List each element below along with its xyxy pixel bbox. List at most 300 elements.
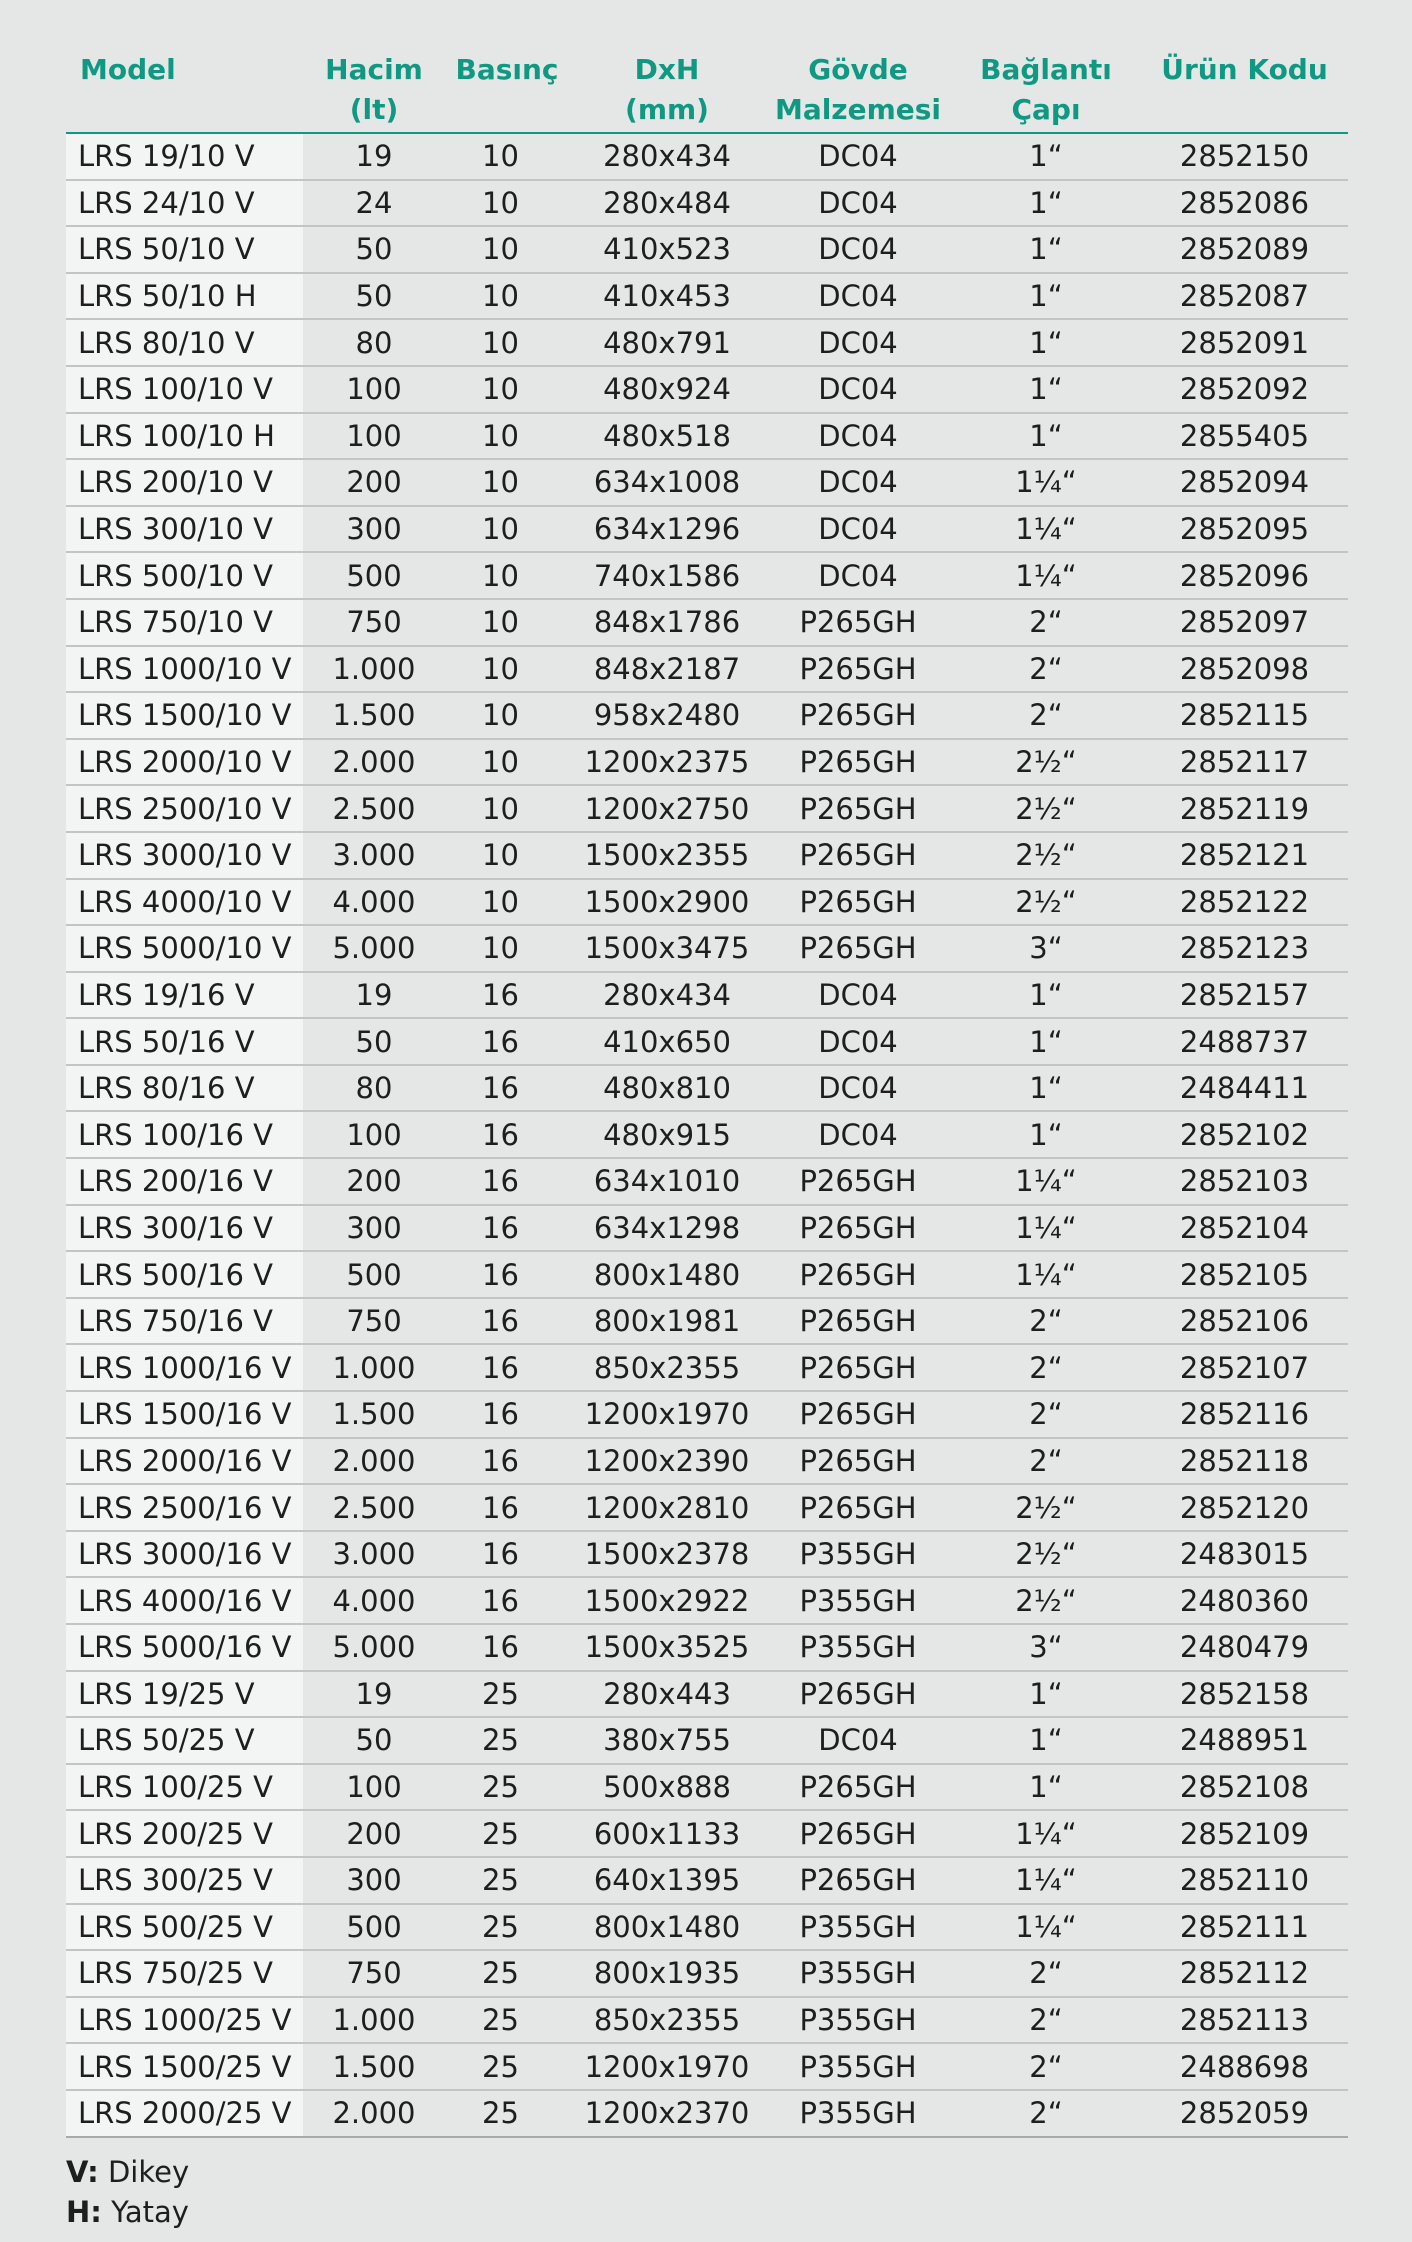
table-row — [66, 1344, 1348, 1391]
cell-basinc: 16 — [445, 1531, 569, 1578]
cell-dxh: 800x1981 — [569, 1298, 765, 1345]
cell-urun-kodu: 2852102 — [1141, 1111, 1348, 1158]
cell-model: LRS 1500/25 V — [66, 2043, 303, 2090]
cell-urun-kodu: 2852113 — [1141, 1997, 1348, 2044]
cell-basinc: 16 — [445, 1018, 569, 1065]
cell-govde: P265GH — [765, 1810, 951, 1857]
cell-urun-kodu: 2852104 — [1141, 1205, 1348, 1252]
table-row — [66, 646, 1348, 693]
cell-baglanti: 1“ — [951, 226, 1141, 273]
cell-model: LRS 2000/10 V — [66, 739, 303, 786]
cell-baglanti: 1¼“ — [951, 1810, 1141, 1857]
cell-basinc: 16 — [445, 1111, 569, 1158]
cell-urun-kodu: 2852111 — [1141, 1904, 1348, 1951]
cell-model: LRS 200/25 V — [66, 1810, 303, 1857]
cell-model: LRS 100/10 H — [66, 413, 303, 460]
cell-baglanti: 2½“ — [951, 1531, 1141, 1578]
cell-govde: P265GH — [765, 1764, 951, 1811]
cell-dxh: 850x2355 — [569, 1344, 765, 1391]
cell-model: LRS 300/16 V — [66, 1205, 303, 1252]
cell-govde: P265GH — [765, 646, 951, 693]
cell-basinc: 25 — [445, 1997, 569, 2044]
cell-model: LRS 24/10 V — [66, 180, 303, 227]
table-row — [66, 459, 1348, 506]
table-row — [66, 2090, 1348, 2137]
cell-basinc: 10 — [445, 506, 569, 553]
cell-model: LRS 50/25 V — [66, 1717, 303, 1764]
cell-dxh: 1500x2378 — [569, 1531, 765, 1578]
cell-govde: DC04 — [765, 972, 951, 1019]
cell-model: LRS 80/16 V — [66, 1065, 303, 1112]
table-row — [66, 925, 1348, 972]
cell-urun-kodu: 2488951 — [1141, 1717, 1348, 1764]
cell-hacim: 50 — [303, 1717, 445, 1764]
table-row — [66, 832, 1348, 879]
cell-basinc: 25 — [445, 1764, 569, 1811]
cell-hacim: 100 — [303, 1111, 445, 1158]
cell-govde: DC04 — [765, 506, 951, 553]
cell-hacim: 1.000 — [303, 646, 445, 693]
cell-urun-kodu: 2852095 — [1141, 506, 1348, 553]
cell-hacim: 1.500 — [303, 2043, 445, 2090]
cell-basinc: 10 — [445, 739, 569, 786]
cell-urun-kodu: 2488737 — [1141, 1018, 1348, 1065]
cell-baglanti: 1¼“ — [951, 1904, 1141, 1951]
cell-model: LRS 3000/16 V — [66, 1531, 303, 1578]
cell-baglanti: 1“ — [951, 133, 1141, 180]
table-row — [66, 1950, 1348, 1997]
cell-model: LRS 3000/10 V — [66, 832, 303, 879]
table-row — [66, 1997, 1348, 2044]
header-row — [66, 46, 1348, 133]
cell-urun-kodu: 2852059 — [1141, 2090, 1348, 2137]
cell-urun-kodu: 2852098 — [1141, 646, 1348, 693]
cell-govde: DC04 — [765, 459, 951, 506]
table-body — [66, 133, 1348, 2137]
cell-govde: P355GH — [765, 1531, 951, 1578]
cell-hacim: 200 — [303, 1810, 445, 1857]
cell-baglanti: 2½“ — [951, 879, 1141, 926]
header-urun-kodu — [1141, 46, 1348, 133]
header-basinc — [445, 46, 569, 133]
legend — [66, 2152, 189, 2232]
cell-basinc: 10 — [445, 832, 569, 879]
table-row — [66, 1018, 1348, 1065]
cell-dxh: 848x2187 — [569, 646, 765, 693]
cell-baglanti: 1¼“ — [951, 1857, 1141, 1904]
cell-govde: P355GH — [765, 1904, 951, 1951]
header-hacim-unit: (lt) — [349, 93, 399, 126]
cell-govde: P355GH — [765, 1624, 951, 1671]
cell-model: LRS 750/16 V — [66, 1298, 303, 1345]
cell-basinc: 25 — [445, 1950, 569, 1997]
cell-model: LRS 1500/10 V — [66, 692, 303, 739]
cell-basinc: 25 — [445, 2090, 569, 2137]
table-row — [66, 1904, 1348, 1951]
cell-basinc: 10 — [445, 366, 569, 413]
legend-label: Yatay — [111, 2195, 189, 2229]
cell-dxh: 848x1786 — [569, 599, 765, 646]
cell-baglanti: 2½“ — [951, 739, 1141, 786]
cell-basinc: 16 — [445, 1484, 569, 1531]
table-row — [66, 413, 1348, 460]
cell-urun-kodu: 2852089 — [1141, 226, 1348, 273]
cell-dxh: 1200x2810 — [569, 1484, 765, 1531]
table-row — [66, 1065, 1348, 1112]
cell-basinc: 16 — [445, 1577, 569, 1624]
cell-hacim: 80 — [303, 319, 445, 366]
cell-urun-kodu: 2852150 — [1141, 133, 1348, 180]
table-row — [66, 2043, 1348, 2090]
cell-hacim: 100 — [303, 366, 445, 413]
cell-basinc: 10 — [445, 273, 569, 320]
header-baglanti-line2: Çapı — [1011, 93, 1081, 126]
table-row — [66, 366, 1348, 413]
cell-baglanti: 1¼“ — [951, 1158, 1141, 1205]
cell-hacim: 2.000 — [303, 1438, 445, 1485]
cell-model: LRS 4000/10 V — [66, 879, 303, 926]
cell-basinc: 10 — [445, 925, 569, 972]
cell-urun-kodu: 2855405 — [1141, 413, 1348, 460]
cell-urun-kodu: 2852157 — [1141, 972, 1348, 1019]
cell-basinc: 10 — [445, 692, 569, 739]
cell-basinc: 16 — [445, 1065, 569, 1112]
cell-dxh: 500x888 — [569, 1764, 765, 1811]
table-row — [66, 319, 1348, 366]
cell-govde: P265GH — [765, 1251, 951, 1298]
header-hacim — [303, 46, 445, 133]
cell-dxh: 850x2355 — [569, 1997, 765, 2044]
cell-govde: P265GH — [765, 1671, 951, 1718]
cell-hacim: 750 — [303, 599, 445, 646]
cell-basinc: 16 — [445, 1158, 569, 1205]
cell-hacim: 200 — [303, 459, 445, 506]
cell-govde: DC04 — [765, 552, 951, 599]
cell-hacim: 1.500 — [303, 1391, 445, 1438]
cell-model: LRS 2000/25 V — [66, 2090, 303, 2137]
cell-baglanti: 1“ — [951, 1111, 1141, 1158]
cell-hacim: 19 — [303, 133, 445, 180]
cell-model: LRS 100/10 V — [66, 366, 303, 413]
cell-basinc: 16 — [445, 1298, 569, 1345]
cell-hacim: 2.500 — [303, 785, 445, 832]
cell-basinc: 25 — [445, 1857, 569, 1904]
cell-baglanti: 2“ — [951, 1298, 1141, 1345]
table-row — [66, 273, 1348, 320]
cell-model: LRS 50/16 V — [66, 1018, 303, 1065]
cell-hacim: 500 — [303, 1251, 445, 1298]
cell-hacim: 50 — [303, 226, 445, 273]
cell-model: LRS 1500/16 V — [66, 1391, 303, 1438]
cell-govde: P265GH — [765, 1158, 951, 1205]
table-row — [66, 1158, 1348, 1205]
cell-urun-kodu: 2852106 — [1141, 1298, 1348, 1345]
cell-baglanti: 1¼“ — [951, 459, 1141, 506]
cell-model: LRS 200/16 V — [66, 1158, 303, 1205]
cell-hacim: 300 — [303, 1857, 445, 1904]
cell-baglanti: 2“ — [951, 1438, 1141, 1485]
table-row — [66, 1298, 1348, 1345]
cell-baglanti: 2“ — [951, 1391, 1141, 1438]
cell-baglanti: 1“ — [951, 413, 1141, 460]
cell-baglanti: 1“ — [951, 1065, 1141, 1112]
table-row — [66, 739, 1348, 786]
header-model-line: Model — [80, 53, 176, 86]
cell-hacim: 500 — [303, 1904, 445, 1951]
cell-govde: P265GH — [765, 1298, 951, 1345]
cell-baglanti: 2“ — [951, 1344, 1141, 1391]
cell-baglanti: 1“ — [951, 972, 1141, 1019]
cell-basinc: 10 — [445, 413, 569, 460]
table-row — [66, 1857, 1348, 1904]
cell-baglanti: 2½“ — [951, 1484, 1141, 1531]
cell-basinc: 10 — [445, 319, 569, 366]
cell-dxh: 380x755 — [569, 1717, 765, 1764]
cell-model: LRS 80/10 V — [66, 319, 303, 366]
cell-dxh: 958x2480 — [569, 692, 765, 739]
table-row — [66, 692, 1348, 739]
table-row — [66, 879, 1348, 926]
cell-urun-kodu: 2852103 — [1141, 1158, 1348, 1205]
cell-basinc: 10 — [445, 180, 569, 227]
cell-govde: P355GH — [765, 1997, 951, 2044]
cell-govde: P265GH — [765, 1344, 951, 1391]
cell-govde: DC04 — [765, 1018, 951, 1065]
cell-model: LRS 750/25 V — [66, 1950, 303, 1997]
cell-govde: DC04 — [765, 273, 951, 320]
cell-model: LRS 50/10 H — [66, 273, 303, 320]
cell-basinc: 10 — [445, 646, 569, 693]
cell-model: LRS 2000/16 V — [66, 1438, 303, 1485]
cell-basinc: 16 — [445, 1624, 569, 1671]
cell-model: LRS 500/16 V — [66, 1251, 303, 1298]
cell-dxh: 640x1395 — [569, 1857, 765, 1904]
cell-govde: P355GH — [765, 1950, 951, 1997]
cell-dxh: 1200x2370 — [569, 2090, 765, 2137]
spec-table — [66, 46, 1348, 2138]
cell-baglanti: 2“ — [951, 2043, 1141, 2090]
cell-urun-kodu: 2852116 — [1141, 1391, 1348, 1438]
cell-dxh: 1200x1970 — [569, 1391, 765, 1438]
cell-hacim: 4.000 — [303, 1577, 445, 1624]
cell-basinc: 10 — [445, 459, 569, 506]
cell-baglanti: 2½“ — [951, 785, 1141, 832]
cell-govde: P265GH — [765, 1857, 951, 1904]
cell-model: LRS 2500/16 V — [66, 1484, 303, 1531]
table-row — [66, 1764, 1348, 1811]
cell-urun-kodu: 2852117 — [1141, 739, 1348, 786]
cell-dxh: 1200x1970 — [569, 2043, 765, 2090]
cell-dxh: 1200x2390 — [569, 1438, 765, 1485]
cell-govde: P355GH — [765, 2090, 951, 2137]
header-dxh-unit: (mm) — [625, 93, 709, 126]
cell-baglanti: 1¼“ — [951, 1205, 1141, 1252]
cell-urun-kodu: 2852107 — [1141, 1344, 1348, 1391]
cell-govde: DC04 — [765, 366, 951, 413]
cell-dxh: 280x434 — [569, 133, 765, 180]
cell-dxh: 634x1298 — [569, 1205, 765, 1252]
cell-govde: DC04 — [765, 1717, 951, 1764]
table-row — [66, 133, 1348, 180]
cell-urun-kodu: 2852110 — [1141, 1857, 1348, 1904]
cell-basinc: 16 — [445, 1438, 569, 1485]
table-row — [66, 599, 1348, 646]
table-row — [66, 180, 1348, 227]
legend-key: V: — [66, 2155, 99, 2189]
table-row — [66, 972, 1348, 1019]
table-row — [66, 1438, 1348, 1485]
cell-baglanti: 1“ — [951, 180, 1141, 227]
cell-model: LRS 50/10 V — [66, 226, 303, 273]
cell-dxh: 280x434 — [569, 972, 765, 1019]
header-model — [66, 46, 303, 133]
cell-hacim: 5.000 — [303, 925, 445, 972]
header-govde-line2: Malzemesi — [774, 93, 942, 126]
cell-govde: P355GH — [765, 2043, 951, 2090]
cell-basinc: 25 — [445, 1671, 569, 1718]
cell-baglanti: 1“ — [951, 366, 1141, 413]
cell-basinc: 25 — [445, 1717, 569, 1764]
cell-hacim: 19 — [303, 1671, 445, 1718]
cell-urun-kodu: 2484411 — [1141, 1065, 1348, 1112]
header-dxh — [569, 46, 765, 133]
cell-urun-kodu: 2852122 — [1141, 879, 1348, 926]
cell-basinc: 10 — [445, 879, 569, 926]
cell-basinc: 10 — [445, 552, 569, 599]
table-row — [66, 1205, 1348, 1252]
cell-dxh: 634x1008 — [569, 459, 765, 506]
header-urun-kodu-line: Ürün Kodu — [1161, 53, 1328, 86]
table-row — [66, 226, 1348, 273]
cell-dxh: 280x443 — [569, 1671, 765, 1718]
cell-govde: P265GH — [765, 1438, 951, 1485]
header-hacim-line: Hacim — [325, 53, 423, 86]
cell-model: LRS 19/16 V — [66, 972, 303, 1019]
table-row — [66, 1671, 1348, 1718]
cell-hacim: 3.000 — [303, 832, 445, 879]
cell-model: LRS 2500/10 V — [66, 785, 303, 832]
cell-baglanti: 1“ — [951, 1671, 1141, 1718]
cell-urun-kodu: 2852097 — [1141, 599, 1348, 646]
cell-urun-kodu: 2488698 — [1141, 2043, 1348, 2090]
cell-hacim: 500 — [303, 552, 445, 599]
cell-basinc: 10 — [445, 785, 569, 832]
cell-baglanti: 1“ — [951, 319, 1141, 366]
cell-urun-kodu: 2852115 — [1141, 692, 1348, 739]
cell-hacim: 2.000 — [303, 739, 445, 786]
cell-baglanti: 2“ — [951, 646, 1141, 693]
cell-hacim: 1.000 — [303, 1344, 445, 1391]
cell-dxh: 480x791 — [569, 319, 765, 366]
cell-hacim: 1.000 — [303, 1997, 445, 2044]
cell-hacim: 3.000 — [303, 1531, 445, 1578]
cell-hacim: 80 — [303, 1065, 445, 1112]
cell-dxh: 280x484 — [569, 180, 765, 227]
header-govde — [765, 46, 951, 133]
header-govde-line: Gövde — [808, 53, 908, 86]
cell-model: LRS 5000/16 V — [66, 1624, 303, 1671]
cell-basinc: 16 — [445, 1391, 569, 1438]
cell-hacim: 19 — [303, 972, 445, 1019]
cell-model: LRS 1000/25 V — [66, 1997, 303, 2044]
cell-urun-kodu: 2852118 — [1141, 1438, 1348, 1485]
cell-urun-kodu: 2852096 — [1141, 552, 1348, 599]
cell-dxh: 800x1480 — [569, 1904, 765, 1951]
header-dxh-line: DxH — [634, 53, 700, 86]
table-row — [66, 1251, 1348, 1298]
table-header — [66, 46, 1348, 133]
cell-baglanti: 1¼“ — [951, 552, 1141, 599]
table-row — [66, 552, 1348, 599]
cell-model: LRS 5000/10 V — [66, 925, 303, 972]
cell-baglanti: 1“ — [951, 1018, 1141, 1065]
table-row — [66, 506, 1348, 553]
table-row — [66, 1484, 1348, 1531]
cell-basinc: 16 — [445, 1344, 569, 1391]
cell-baglanti: 2“ — [951, 1997, 1141, 2044]
cell-govde: P265GH — [765, 925, 951, 972]
cell-urun-kodu: 2852120 — [1141, 1484, 1348, 1531]
cell-hacim: 1.500 — [303, 692, 445, 739]
cell-hacim: 2.000 — [303, 2090, 445, 2137]
cell-hacim: 100 — [303, 413, 445, 460]
table-row — [66, 1391, 1348, 1438]
cell-dxh: 410x523 — [569, 226, 765, 273]
cell-govde: P265GH — [765, 739, 951, 786]
legend-item-horizontal — [66, 2192, 189, 2232]
cell-baglanti: 3“ — [951, 1624, 1141, 1671]
cell-urun-kodu: 2852119 — [1141, 785, 1348, 832]
cell-baglanti: 2½“ — [951, 832, 1141, 879]
cell-model: LRS 4000/16 V — [66, 1577, 303, 1624]
table-row — [66, 1717, 1348, 1764]
cell-baglanti: 1“ — [951, 1764, 1141, 1811]
header-baglanti — [951, 46, 1141, 133]
cell-dxh: 800x1480 — [569, 1251, 765, 1298]
cell-dxh: 740x1586 — [569, 552, 765, 599]
legend-item-vertical — [66, 2152, 189, 2192]
cell-model: LRS 500/25 V — [66, 1904, 303, 1951]
cell-model: LRS 19/10 V — [66, 133, 303, 180]
cell-model: LRS 500/10 V — [66, 552, 303, 599]
cell-hacim: 200 — [303, 1158, 445, 1205]
cell-hacim: 24 — [303, 180, 445, 227]
cell-govde: P265GH — [765, 832, 951, 879]
cell-govde: DC04 — [765, 1111, 951, 1158]
cell-urun-kodu: 2852112 — [1141, 1950, 1348, 1997]
cell-urun-kodu: 2852121 — [1141, 832, 1348, 879]
cell-govde: DC04 — [765, 413, 951, 460]
cell-baglanti: 2“ — [951, 1950, 1141, 1997]
cell-govde: DC04 — [765, 226, 951, 273]
cell-urun-kodu: 2852105 — [1141, 1251, 1348, 1298]
cell-govde: P265GH — [765, 879, 951, 926]
cell-govde: P265GH — [765, 692, 951, 739]
cell-dxh: 634x1296 — [569, 506, 765, 553]
cell-model: LRS 19/25 V — [66, 1671, 303, 1718]
cell-urun-kodu: 2480360 — [1141, 1577, 1348, 1624]
cell-urun-kodu: 2852091 — [1141, 319, 1348, 366]
cell-dxh: 480x924 — [569, 366, 765, 413]
cell-dxh: 1500x3525 — [569, 1624, 765, 1671]
cell-govde: P265GH — [765, 785, 951, 832]
cell-hacim: 50 — [303, 273, 445, 320]
cell-model: LRS 300/10 V — [66, 506, 303, 553]
cell-model: LRS 1000/10 V — [66, 646, 303, 693]
cell-govde: P265GH — [765, 599, 951, 646]
cell-hacim: 2.500 — [303, 1484, 445, 1531]
cell-basinc: 25 — [445, 1904, 569, 1951]
